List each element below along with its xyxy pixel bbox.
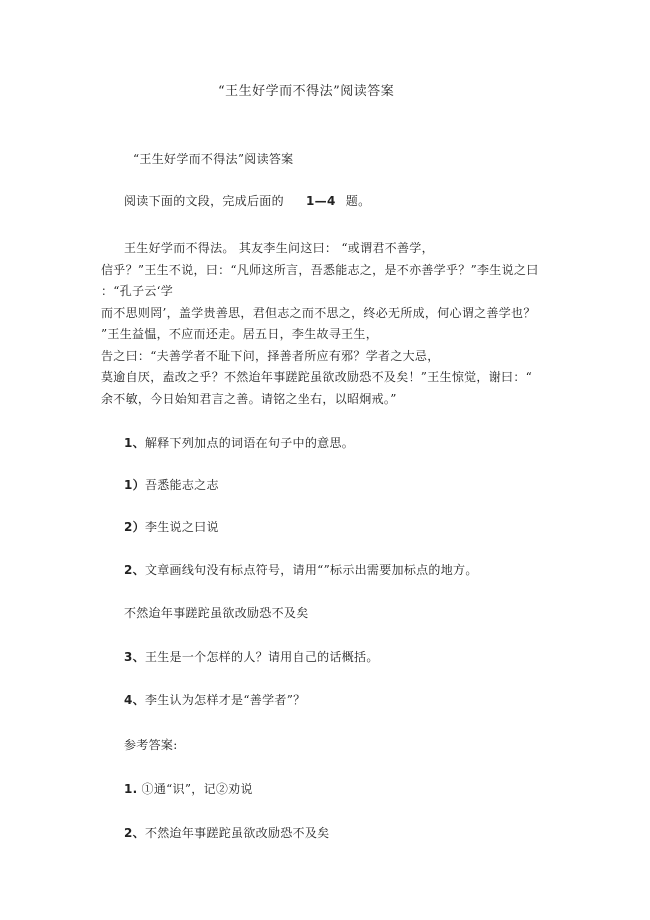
passage-line: 告之曰：“夫善学者不耻下问，择善者所应有邪？学者之大忌， xyxy=(101,349,440,363)
instruction-suffix: 题。 xyxy=(345,194,371,208)
passage-line: 王生好学而不得法。 其友李生问这曰： “或谓君不善学， xyxy=(124,241,434,255)
question-text: 不然迨年事蹉跎虽欲改励恐不及矣 xyxy=(124,606,309,620)
question-number: 4、 xyxy=(124,693,145,707)
passage-line: ”王生益愠，不应而还走。居五日，李生故寻王生， xyxy=(101,327,379,341)
answers-heading: 参考答案: xyxy=(124,738,178,752)
question-item xyxy=(124,435,354,451)
question-item xyxy=(124,519,219,535)
document-title: “王生好学而不得法”阅读答案 xyxy=(218,84,395,99)
passage-line: 莫逾自厌，盍改之乎？不然迨年事蹉跎虽欲改励恐不及矣！”王生惊觉，谢曰：“ xyxy=(101,370,533,384)
question-number: 2、 xyxy=(124,563,145,577)
answer-item xyxy=(124,781,253,797)
question-text: 吾悉能志之志 xyxy=(144,478,219,492)
passage-line: ：“孔子云‘学 xyxy=(101,284,174,298)
answer-text: ①通“识”，记②劝说 xyxy=(141,782,253,796)
answer-number: 2、 xyxy=(124,826,145,840)
answer-item xyxy=(124,825,329,841)
passage-line: 余不敏，今日始知君言之善。请铭之坐右，以昭炯戒。” xyxy=(101,392,397,406)
instruction xyxy=(124,193,370,209)
question-item xyxy=(124,477,219,493)
question-item xyxy=(124,692,305,708)
answer-text: 不然迨年事蹉跎虽欲改励恐不及矣 xyxy=(144,826,330,840)
question-number: 3、 xyxy=(124,650,145,664)
passage-line: 而不思则罔’，盖学贵善思，君但志之而不思之，终必无所成，何心谓之善学也？ xyxy=(101,306,536,320)
question-item xyxy=(124,562,478,578)
answer-number: 1. xyxy=(124,782,138,796)
question-number: 1） xyxy=(124,478,145,492)
question-text: 解释下列加点的词语在句子中的意思。 xyxy=(144,436,355,450)
instruction-prefix: 阅读下面的文段，完成后面的 xyxy=(124,194,284,208)
question-number: 1、 xyxy=(124,436,145,450)
passage-line: 信乎？”王生不说，曰：“凡师这所言，吾悉能志之，是不亦善学乎？”李生说之曰 xyxy=(101,263,539,277)
question-item xyxy=(124,605,309,621)
question-item xyxy=(124,649,379,665)
question-text: 王生是一个怎样的人？请用自己的话概括。 xyxy=(144,650,379,664)
question-text: 李生认为怎样才是“善学者”？ xyxy=(144,693,306,707)
question-number: 2） xyxy=(124,520,145,534)
document-subtitle: “王生好学而不得法”阅读答案 xyxy=(133,152,294,166)
question-text: 李生说之曰说 xyxy=(144,520,219,534)
question-text: 文章画线句没有标点符号，请用“”标示出需要加标点的地方。 xyxy=(144,563,478,577)
instruction-range: 1—4 xyxy=(306,194,336,208)
